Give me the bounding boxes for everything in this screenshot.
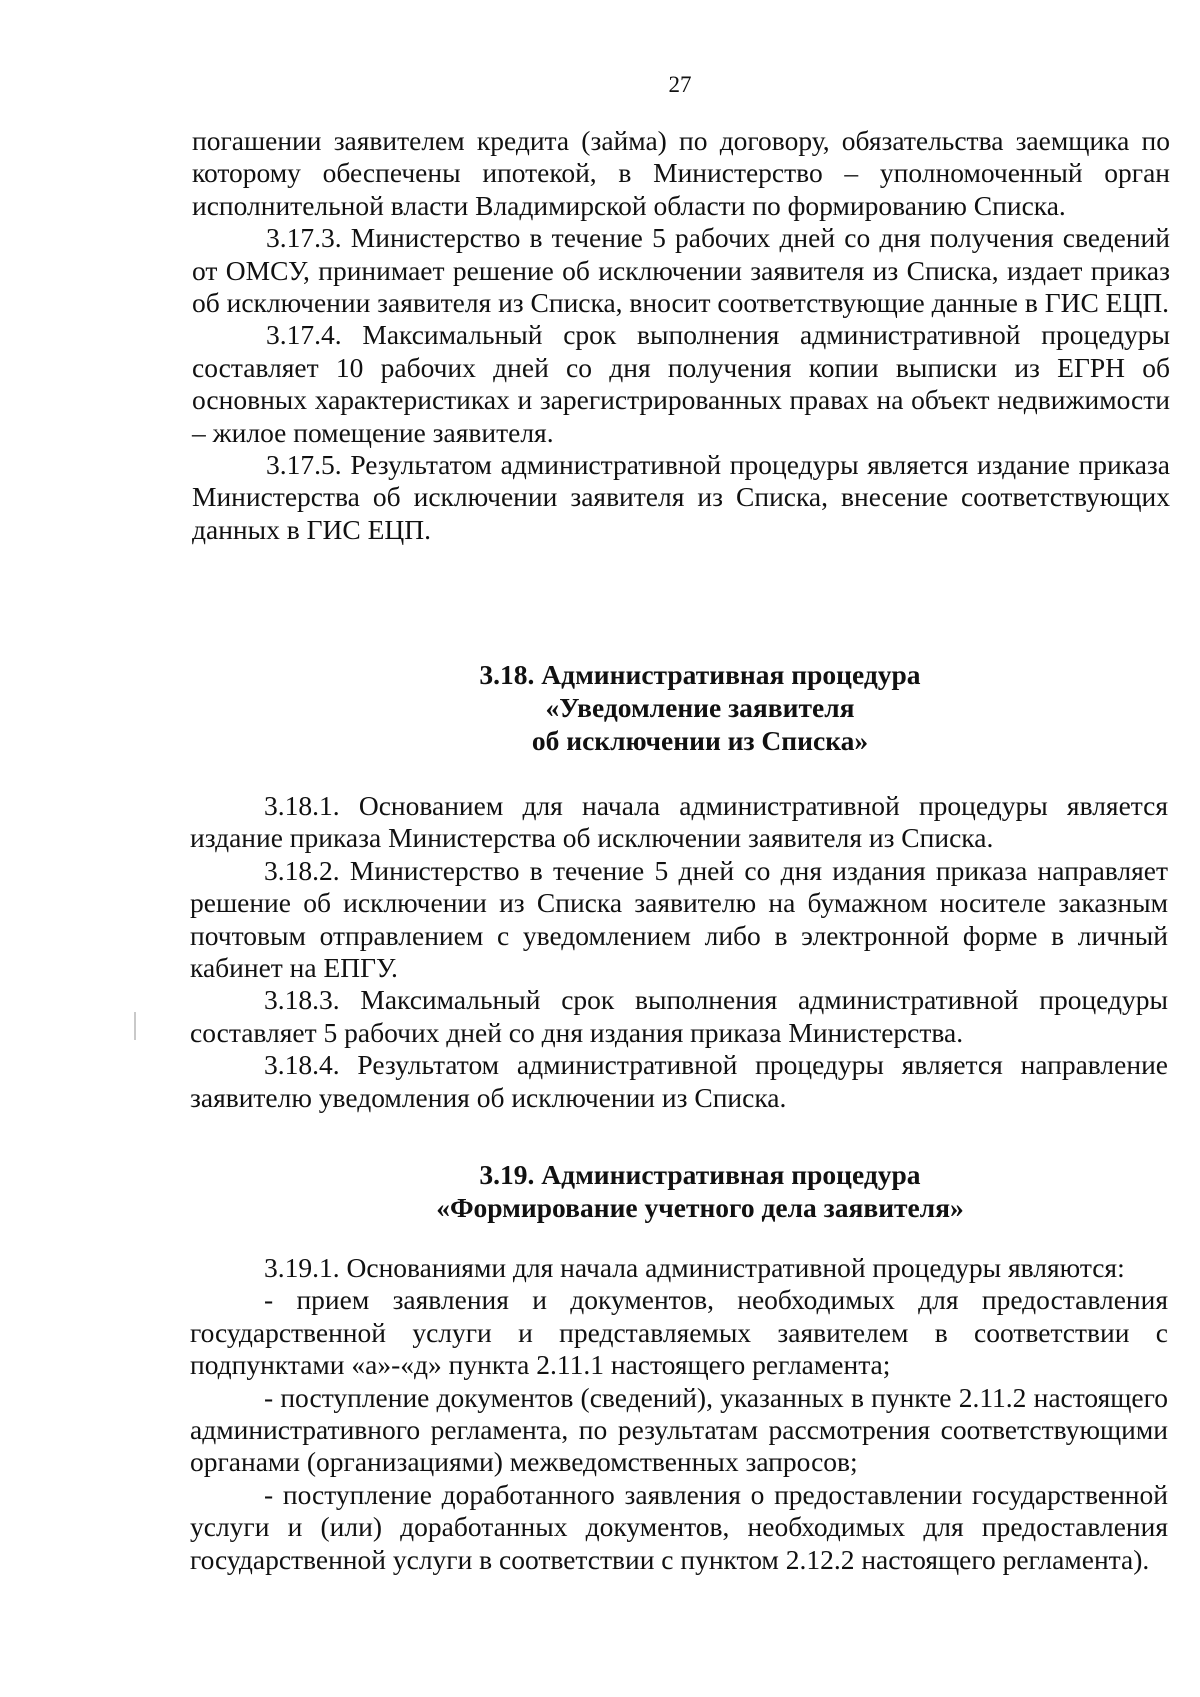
heading-3-18-line2: «Уведомление заявителя: [545, 692, 855, 723]
paragraph-3-17-3: 3.17.3. Министерство в течение 5 рабочих дней со дня получения сведений от ОМСУ, принимает решение об исключении заявителя из Списка, издает приказ об исключении заявителя из Списка, вносит соответствующие данные в ГИС ЕЦП.: [192, 222, 1170, 319]
paragraph-3-19-1: 3.19.1. Основаниями для начала административной процедуры являются:: [264, 1252, 1125, 1283]
paragraph-3-17-5: 3.17.5. Результатом административной процедуры является издание приказа Министерства об исключении заявителя из Списка, внесение соответствующих данных в ГИС ЕЦП.: [192, 449, 1170, 545]
paragraph-3-18-4: 3.18.4. Результатом административной процедуры является направление заявителю уведомления об исключении из Списка.: [190, 1049, 1168, 1113]
list-item-2: - поступление документов (сведений), указанных в пункте 2.11.2 настоящего административного регламента, по результатам рассмотрения соответствующими органами (организациями) межведомственных запросов;: [190, 1381, 1168, 1478]
section-3-17-body: [192, 125, 1170, 546]
scan-margin-mark: [134, 1012, 136, 1040]
section-3-18-heading: [200, 658, 1200, 757]
list-item-3: - поступление доработанного заявления о предоставлении государственной услуги и (или) доработанных документов, необходимых для предоставления государственной услуги в соответствии с пунктом 2.12.2 настоящего регламента).: [190, 1478, 1168, 1575]
page-number: 27: [668, 72, 692, 97]
section-3-19-body: [190, 1252, 1168, 1576]
paragraph-3-17-4: 3.17.4. Максимальный срок выполнения административной процедуры составляет 10 рабочих дней со дня получения копии выписки из ЕГРН об основных характеристиках и зарегистрированных правах на объект недвижимости – жилое помещение заявителя.: [192, 319, 1170, 448]
section-3-18-body: [190, 790, 1168, 1114]
paragraph-3-18-2: 3.18.2. Министерство в течение 5 дней со дня издания приказа направляет решение об исключении из Списка заявителю на бумажном носителе заказным почтовым отправлением с уведомлением либо в электронной форме в личный кабинет на ЕПГУ.: [190, 854, 1168, 984]
heading-3-18-line3: об исключении из Списка»: [531, 725, 869, 756]
heading-3-19-line2: «Формирование учетного дела заявителя»: [436, 1192, 964, 1223]
heading-3-18-line1: 3.18. Административная процедура: [479, 659, 921, 690]
section-3-19-heading: [200, 1158, 1200, 1224]
list-item-1: - прием заявления и документов, необходимых для предоставления государственной услуги и представляемых заявителем в соответствии с подпунктами «а»-«д» пункта 2.11.1 настоящего регламента;: [190, 1284, 1168, 1381]
paragraph-continuation: погашении заявителем кредита (займа) по договору, обязательства заемщика по которому обеспечены ипотекой, в Министерство – уполномоченный орган исполнительной власти Владимирской области по формированию Списка.: [192, 125, 1170, 221]
heading-3-19-line1: 3.19. Административная процедура: [479, 1159, 921, 1190]
paragraph-3-18-1: 3.18.1. Основанием для начала административной процедуры является издание приказа Министерства об исключении заявителя из Списка.: [190, 790, 1168, 854]
paragraph-3-18-3: 3.18.3. Максимальный срок выполнения административной процедуры составляет 5 рабочих дней со дня издания приказа Министерства.: [190, 984, 1168, 1048]
